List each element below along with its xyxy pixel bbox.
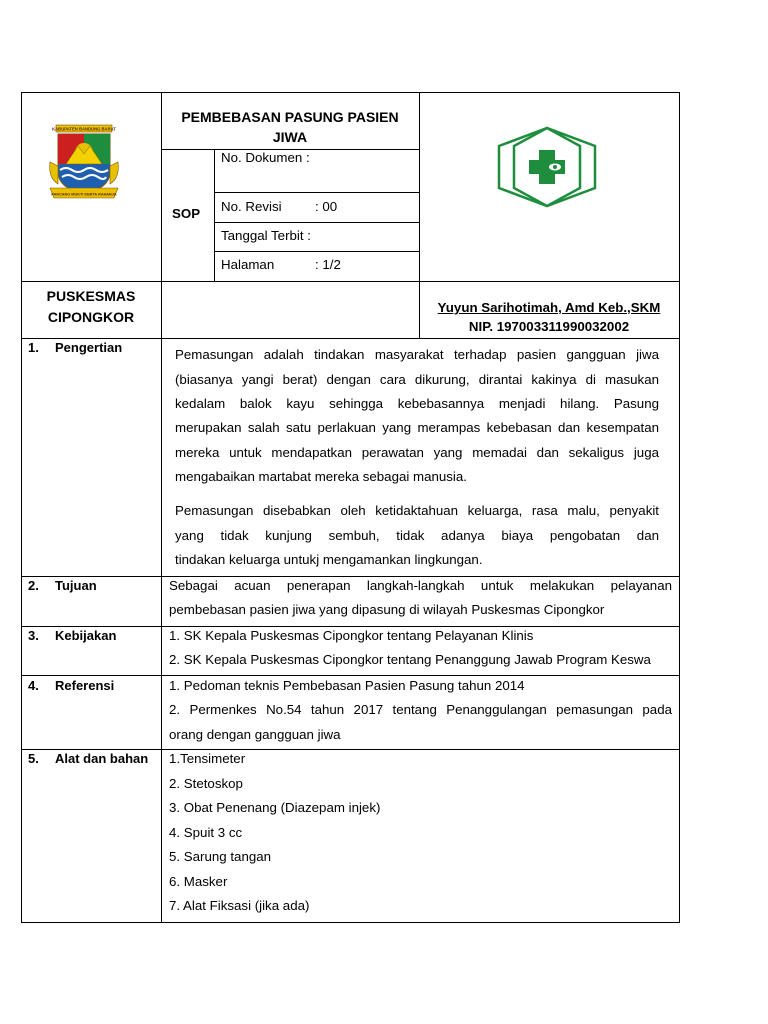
section-label-tujuan: Tujuan (55, 578, 97, 593)
row-divider-tgl (214, 251, 419, 252)
section-label-alat-bahan: Alat dan bahan (55, 751, 149, 766)
tanggal-terbit-label: Tanggal Terbit : (221, 228, 311, 243)
col-divider-sop (214, 149, 215, 281)
pengertian-line: mengabaikan martabat mereka sebagai manusia. (175, 469, 467, 484)
signer-nip: NIP. 197003311990032002 (468, 319, 630, 334)
pengertian-line: merupakan salah satu perlakuan yang merampas kebebasan dan kesempatan (175, 420, 659, 435)
row-divider-tujuan (21, 626, 680, 627)
row-divider-header (21, 281, 680, 282)
kebijakan-item: 1. SK Kepala Puskesmas Cipongkor tentang Pelayanan Klinis (169, 628, 534, 643)
org-name-line1: PUSKESMAS (46, 288, 136, 304)
document-title-line2: JIWA (272, 129, 308, 145)
signer-name: Yuyun Sarihotimah, Amd Keb.,SKM (437, 300, 661, 315)
section-label-referensi: Referensi (55, 678, 115, 693)
halaman-value: : 1/2 (315, 257, 341, 272)
kebijakan-item: 2. SK Kepala Puskesmas Cipongkor tentang Penanggung Jawab Program Keswa (169, 652, 651, 667)
table-border-bottom (21, 922, 680, 923)
section-number-4: 4. (28, 678, 39, 693)
alat-item: 1.Tensimeter (169, 751, 246, 766)
pengertian-line: Pemasungan disebabkan oleh ketidaktahuan keluarga, rasa malu, penyakit (175, 503, 659, 518)
logo-banner-top-text: KABUPATEN BANDUNG BARAT (52, 126, 116, 132)
row-divider-kebijakan (21, 675, 680, 676)
row-divider-referensi (21, 749, 680, 750)
no-revisi-label: No. Revisi (221, 199, 282, 214)
alat-item: 3. Obat Penenang (Diazepam injek) (169, 800, 381, 815)
table-border-top (21, 92, 680, 93)
no-revisi-value: : 00 (315, 199, 338, 214)
referensi-item: 1. Pedoman teknis Pembebasan Pasien Pasung tahun 2014 (169, 678, 525, 693)
section-number-3: 3. (28, 628, 39, 643)
document-title-line1: PEMBEBASAN PASUNG PASIEN (181, 109, 399, 125)
logo-banner-bottom-text: PANCANG MUKTI KERTA RAHARJA (51, 192, 117, 197)
pengertian-line: kedalam balok kayu sehingga kebebasannya menjadi hilang. Pasung (175, 396, 659, 411)
tujuan-line: pembebasan pasien jiwa yang dipasung di wilayah Puskesmas Cipongkor (169, 602, 605, 617)
table-border-left (21, 92, 22, 923)
referensi-item-cont: orang dengan gangguan jiwa (169, 727, 341, 742)
referensi-item: 2. Permenkes No.54 tahun 2017 tentang Penanggulangan pemasungan pada (169, 702, 672, 717)
section-label-pengertian: Pengertian (55, 340, 123, 355)
alat-item: 5. Sarung tangan (169, 849, 272, 864)
pengertian-line: (biasanya yangi berat) dengan cara dikurung, dirantai kakinya di masukan (175, 372, 659, 387)
pengertian-line: tindakan keluarga untukj mengamankan lingkungan. (175, 552, 483, 567)
row-divider-org (21, 338, 680, 339)
section-number-1: 1. (28, 340, 39, 355)
sop-label: SOP (172, 206, 201, 221)
halaman-label: Halaman (221, 257, 275, 272)
section-label-kebijakan: Kebijakan (55, 628, 117, 643)
regency-logo (46, 122, 122, 206)
table-border-right (679, 92, 680, 923)
tujuan-line: Sebagai acuan penerapan langkah-langkah untuk melakukan pelayanan (169, 578, 672, 593)
alat-item: 2. Stetoskop (169, 776, 243, 791)
pengertian-line: mereka untuk mendapatkan perawatan yang memadai dan sekaligus juga (175, 445, 659, 460)
puskesmas-logo (495, 126, 599, 208)
org-name-line2: CIPONGKOR (47, 309, 135, 325)
section-number-5: 5. (28, 751, 39, 766)
alat-item: 7. Alat Fiksasi (jika ada) (169, 898, 310, 913)
row-divider-rev (214, 222, 419, 223)
pengertian-line: yang tidak kunjung sembuh, tidak adanya biaya pengobatan dan (175, 528, 659, 543)
col-divider-label (161, 92, 162, 923)
pengertian-line: Pemasungan adalah tindakan masyarakat terhadap pasien gangguan jiwa (175, 347, 659, 362)
alat-item: 4. Spuit 3 cc (169, 825, 243, 840)
row-divider-dok (214, 192, 419, 193)
alat-item: 6. Masker (169, 874, 228, 889)
row-divider-pengertian (21, 576, 680, 577)
section-number-2: 2. (28, 578, 39, 593)
no-dokumen-label: No. Dokumen : (221, 150, 310, 165)
